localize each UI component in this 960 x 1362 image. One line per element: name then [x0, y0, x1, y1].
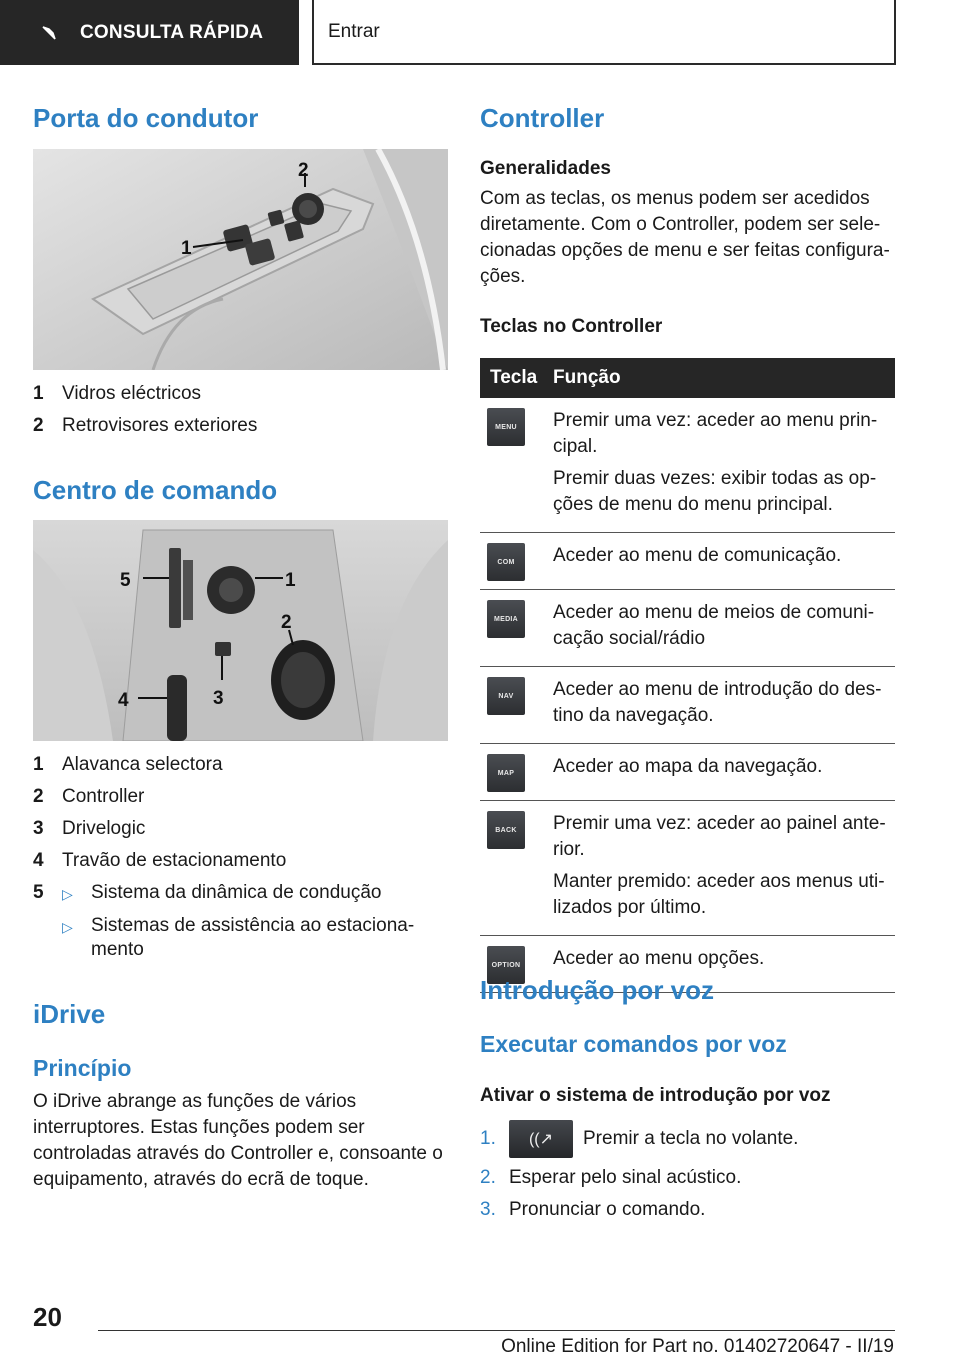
- door-callout-1: 1: [181, 238, 192, 259]
- list-item: 3 Drivelogic: [33, 818, 146, 839]
- table-row: MENU Premir uma vez: aceder ao menu principal. Premir duas vezes: exibir todas as opções de menu do menu principal.: [480, 398, 895, 533]
- table-row: NAV Aceder ao menu de introdução do destino da navegação.: [480, 667, 895, 744]
- ativar-title: Ativar o sistema de introdução por voz: [480, 1085, 831, 1106]
- table-row: COM Aceder ao menu de comunicação.: [480, 533, 895, 590]
- option-button-icon: OPTION: [487, 946, 525, 984]
- menu-button-icon: MENU: [487, 408, 525, 446]
- console-callout-2: 2: [281, 612, 292, 633]
- pin-icon: [40, 24, 58, 42]
- list-subitem: ▷ Sistemas de assistência ao estaciona- mento: [62, 915, 415, 960]
- table-row: BACK Premir uma vez: aceder ao painel anterior. Manter premido: aceder aos menus utilizados por último.: [480, 801, 895, 936]
- triangle-bullet-icon: ▷: [62, 919, 73, 935]
- table-row: MAP Aceder ao mapa da navegação.: [480, 744, 895, 801]
- list-item: 2. Esperar pelo sinal acústico.: [480, 1167, 742, 1188]
- table-row: MEDIA Aceder ao menu de meios de comunicação social/rádio: [480, 590, 895, 667]
- voice-steps-list: [480, 1116, 798, 1226]
- page-number: 20: [33, 1302, 62, 1332]
- list-item: 2 Retrovisores exteriores: [33, 415, 258, 436]
- list-item: 5 ▷ Sistema da dinâmica de condução: [33, 881, 448, 906]
- table-row: OPTION Aceder ao menu opções.: [480, 936, 895, 993]
- principio-text: O iDrive abrange as funções de vários interruptores. Estas funções podem ser controladas através do Controller e, consoante o equipamento, através do ecrã de toque.: [33, 1091, 443, 1190]
- idrive-title: iDrive: [33, 999, 106, 1029]
- breadcrumb[interactable]: [312, 0, 896, 65]
- edition-text: Online Edition for Part no. 01402720647 - II/19: [501, 1336, 894, 1357]
- console-callout-3: 3: [213, 688, 224, 709]
- tab-label: CONSULTA RÁPIDA: [80, 21, 264, 43]
- list-item: 2 Controller: [33, 786, 145, 807]
- console-items-list: [33, 753, 448, 970]
- console-callout-4: 4: [118, 690, 129, 711]
- nav-button-icon: NAV: [487, 677, 525, 715]
- door-title: Porta do condutor: [33, 103, 259, 133]
- voz-title: Introdução por voz: [480, 975, 714, 1005]
- media-button-icon: MEDIA: [487, 600, 525, 638]
- footer-divider: [98, 1330, 895, 1331]
- door-items-list: [33, 382, 448, 446]
- center-console-illustration: [33, 520, 448, 741]
- triangle-bullet-icon: ▷: [62, 886, 73, 902]
- center-console-photo: [33, 520, 448, 741]
- table-header: Tecla Função: [480, 358, 895, 398]
- list-item: 1 Alavanca selectora: [33, 754, 223, 775]
- console-callout-1: 1: [285, 570, 296, 591]
- controller-keys-table: [480, 358, 895, 993]
- list-item: 1 Vidros eléctricos: [33, 383, 202, 404]
- door-callout-2: 2: [298, 160, 309, 181]
- com-button-icon: COM: [487, 543, 525, 581]
- door-panel-photo: [33, 149, 448, 370]
- generalidades-text: Com as teclas, os menus podem ser acedidos diretamente. Com o Controller, podem ser selecionadas opções de menu e ser feitas configurações.: [480, 188, 890, 287]
- voice-command-button-icon: ((↗: [509, 1120, 573, 1158]
- breadcrumb-label: Entrar: [328, 20, 380, 42]
- controller-title: Controller: [480, 103, 605, 133]
- list-item: 4 Travão de estacionamento: [33, 850, 287, 871]
- executar-title: Executar comandos por voz: [480, 1031, 787, 1057]
- back-button-icon: BACK: [487, 811, 525, 849]
- principio-title: Princípio: [33, 1055, 132, 1081]
- map-button-icon: MAP: [487, 754, 525, 792]
- list-item: 3. Pronunciar o comando.: [480, 1199, 706, 1220]
- generalidades-title: Generalidades: [480, 158, 611, 179]
- quick-reference-tab[interactable]: [0, 0, 299, 65]
- teclas-title: Teclas no Controller: [480, 316, 663, 337]
- door-panel-illustration: [33, 149, 448, 370]
- console-title: Centro de comando: [33, 475, 278, 505]
- console-callout-5: 5: [120, 570, 131, 591]
- list-item: 1. ((↗ Premir a tecla no volante.: [480, 1116, 798, 1162]
